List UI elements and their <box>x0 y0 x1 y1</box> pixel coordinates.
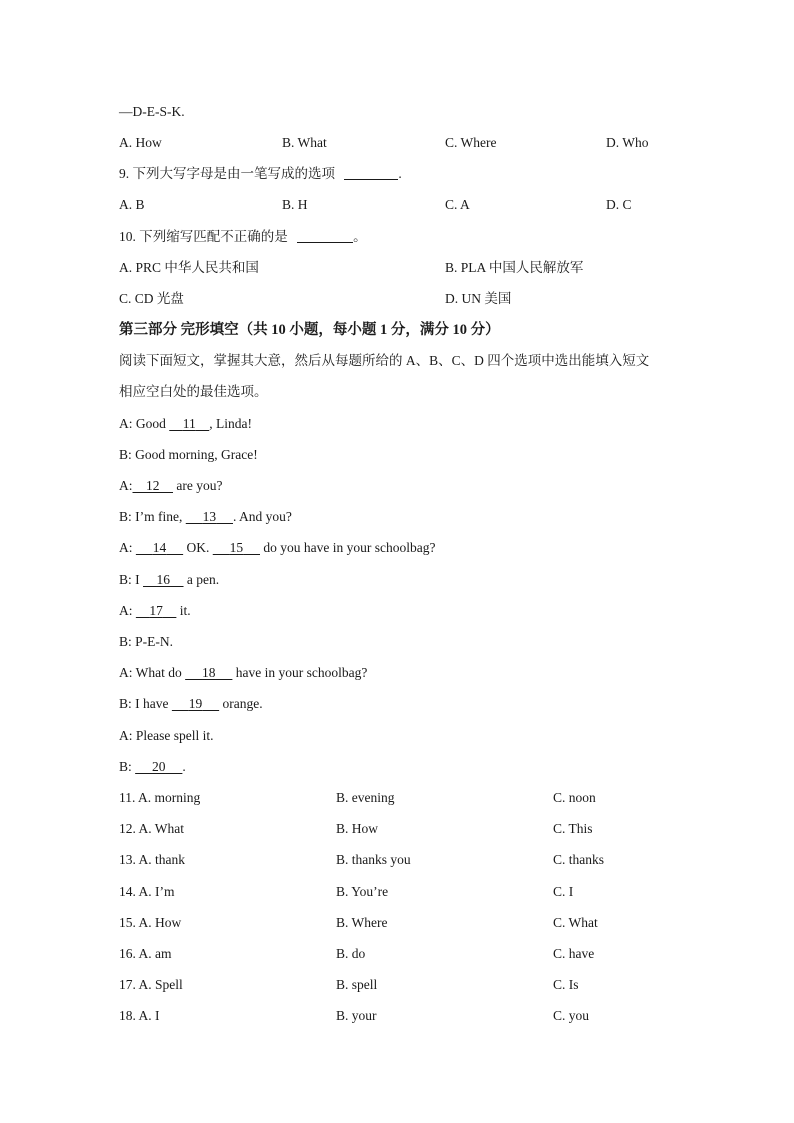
blank-12: 12 <box>146 478 160 493</box>
blank-18: 18 <box>202 665 216 680</box>
option-b: B. How <box>336 821 379 836</box>
dialogue-line <box>119 664 367 682</box>
dialogue-text: a pen. <box>186 572 220 587</box>
option-a: 13. A. thank <box>119 852 185 867</box>
dialogue-line <box>119 602 191 620</box>
question-10 <box>119 228 367 246</box>
q9-option-d: D. C <box>606 197 632 212</box>
q9-option-a: A. B <box>119 197 145 212</box>
option-a: 15. A. How <box>119 915 182 930</box>
dialogue-text: have in your schoolbag? <box>235 665 368 680</box>
option-a: 17. A. Spell <box>119 977 183 992</box>
dialogue-text: , Linda! <box>209 416 252 431</box>
section-3-instruction-2: 相应空白处的最佳选项。 <box>119 384 268 399</box>
option-b: B. thanks you <box>336 852 411 867</box>
blank-16: 16 <box>156 572 171 587</box>
question-10-text: 下列缩写匹配不正确的是 <box>139 229 288 244</box>
section-3-instruction-1: 阅读下面短文，掌握其大意，然后从每题所给的 A、B、C、D 四个选项中选出能填入短文 <box>119 353 650 368</box>
blank-14: 14 <box>152 540 167 555</box>
option-b: B. do <box>336 946 366 961</box>
dialogue-text: P-E-N. <box>135 634 174 649</box>
q10-option-c: C. CD 光盘 <box>119 291 184 306</box>
option-c: C. noon <box>553 790 596 805</box>
option-b: B. evening <box>336 790 395 805</box>
q8-option-d: D. Who <box>606 135 649 150</box>
dialogue-line <box>119 539 435 557</box>
question-10-end: 。 <box>353 229 367 244</box>
blank-13: 13 <box>202 509 217 524</box>
dialogue-text: . <box>182 759 186 774</box>
q8-option-a: A. How <box>119 135 162 150</box>
dialogue-line <box>119 727 214 745</box>
speaker-label: B: <box>119 759 132 774</box>
dialogue-line <box>119 477 222 495</box>
q10-option-b: B. PLA 中国人民解放军 <box>445 260 584 275</box>
q9-option-c: C. A <box>445 197 470 212</box>
dialogue-line <box>119 415 252 433</box>
speaker-label: B: <box>119 696 132 711</box>
option-b: B. You’re <box>336 884 389 899</box>
speaker-label: B: <box>119 509 132 524</box>
option-b: B. spell <box>336 977 378 992</box>
dialogue-text: What do <box>135 665 182 680</box>
speaker-label: A: <box>119 540 133 555</box>
dialogue-line <box>119 758 186 776</box>
option-a: 14. A. I’m <box>119 884 175 899</box>
dialogue-line <box>119 446 258 464</box>
dialogue-text: I have <box>135 696 169 711</box>
option-a: 11. A. morning <box>119 790 201 805</box>
question-9-end: . <box>398 166 402 181</box>
dialogue-text: I’m fine, <box>135 509 183 524</box>
speaker-label: A: <box>119 416 133 431</box>
speaker-label: A: <box>119 478 133 493</box>
q9-option-b: B. H <box>282 197 308 212</box>
dialogue-text: I <box>135 572 140 587</box>
blank-11: 11 <box>182 416 196 431</box>
option-c: C. What <box>553 915 598 930</box>
dialogue-text: orange. <box>222 696 263 711</box>
dialogue-text: Good <box>135 416 166 431</box>
q10-option-d: D. UN 美国 <box>445 291 512 306</box>
dialogue-line <box>119 695 263 713</box>
dialogue-text: . And you? <box>233 509 292 524</box>
question-9-number: 9. <box>119 166 130 181</box>
question-10-number: 10. <box>119 229 136 244</box>
question-9 <box>119 165 402 183</box>
dialogue-text: Please spell it. <box>135 728 214 743</box>
section-3-title: 第三部分 完形填空（共 10 小题，每小题 1 分，满分 10 分） <box>119 322 500 338</box>
dialogue-line <box>119 508 292 526</box>
dialogue-text: are you? <box>176 478 223 493</box>
dialogue-text: Good morning, Grace! <box>135 447 258 462</box>
option-c: C. you <box>553 1008 590 1023</box>
option-c: C. have <box>553 946 595 961</box>
dialogue-text: OK. <box>186 540 210 555</box>
q10-option-a: A. PRC 中华人民共和国 <box>119 260 259 275</box>
option-c: C. Is <box>553 977 579 992</box>
speaker-label: B: <box>119 634 132 649</box>
dialogue-text: it. <box>179 603 191 618</box>
dialogue-line <box>119 571 219 589</box>
answer-line-q8: —D-E-S-K. <box>119 104 185 119</box>
q8-option-b: B. What <box>282 135 327 150</box>
speaker-label: A: <box>119 665 133 680</box>
question-10-blank <box>297 229 353 243</box>
dialogue-text: do you have in your schoolbag? <box>263 540 436 555</box>
option-c: C. thanks <box>553 852 605 867</box>
question-9-text: 下列大写字母是由一笔写成的选项 <box>132 166 335 181</box>
blank-15: 15 <box>229 540 244 555</box>
speaker-label: A: <box>119 728 133 743</box>
blank-19: 19 <box>188 696 203 711</box>
option-a: 12. A. What <box>119 821 184 836</box>
question-9-blank <box>344 166 398 180</box>
speaker-label: B: <box>119 572 132 587</box>
option-a: 16. A. am <box>119 946 172 961</box>
blank-17: 17 <box>149 603 163 618</box>
option-c: C. I <box>553 884 574 899</box>
option-b: B. your <box>336 1008 377 1023</box>
q8-option-c: C. Where <box>445 135 497 150</box>
blank-20: 20 <box>152 759 166 774</box>
speaker-label: B: <box>119 447 132 462</box>
dialogue-line <box>119 633 173 651</box>
option-a: 18. A. I <box>119 1008 160 1023</box>
speaker-label: A: <box>119 603 133 618</box>
option-c: C. This <box>553 821 593 836</box>
option-b: B. Where <box>336 915 388 930</box>
